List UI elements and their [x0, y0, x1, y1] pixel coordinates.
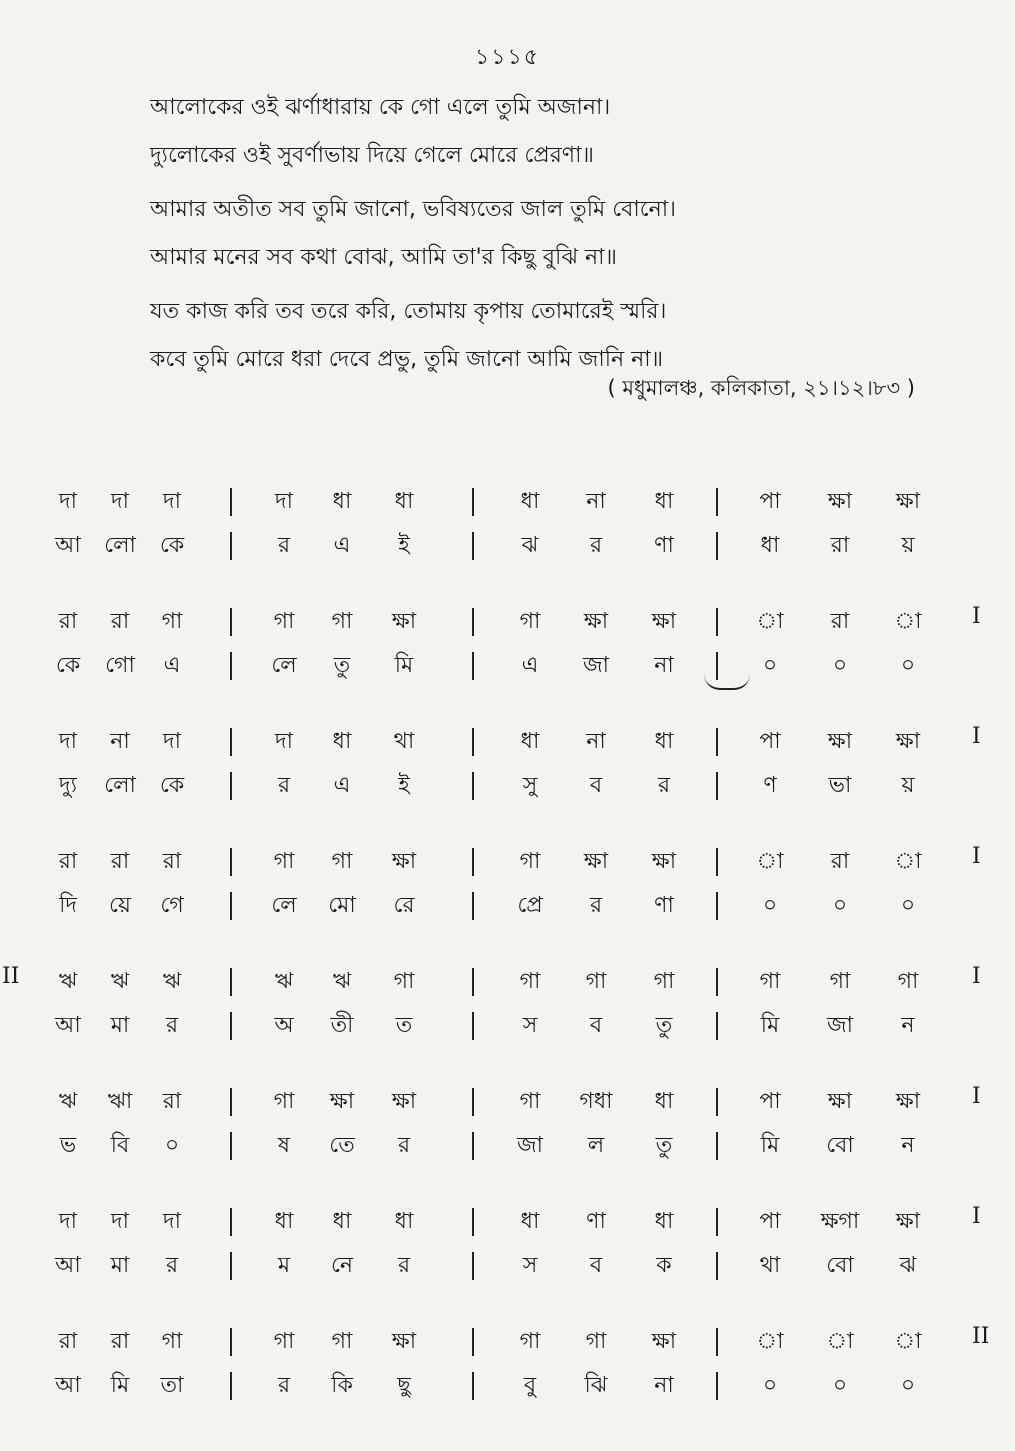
syllable: লো — [104, 773, 136, 798]
notation-block — [0, 1200, 1015, 1320]
bar-line — [716, 968, 718, 996]
bar-line — [472, 1132, 474, 1160]
swar-note: ক্ষা — [583, 849, 609, 874]
swar-note: গা — [331, 1329, 353, 1354]
syllable: র — [397, 1253, 411, 1278]
swar-note: ধা — [394, 489, 414, 514]
swar-note: ক্ষা — [651, 849, 677, 874]
swar-note: না — [586, 729, 606, 754]
syllable: ০ — [832, 653, 848, 678]
lyric-line: যত কাজ করি তব তরে করি, তোমায় কৃপায় তোমারেই স্মরি। — [150, 299, 667, 324]
syllable: র — [589, 533, 603, 558]
swar-note: গা — [273, 609, 295, 634]
bar-line — [716, 1208, 718, 1236]
syllable: রা — [830, 533, 850, 558]
syllable: য়ে — [109, 893, 131, 918]
section-mark-left: II — [2, 964, 20, 989]
bar-line — [472, 728, 474, 756]
lyric-line: আমার অতীত সব তুমি জানো, ভবিষ্যতের জাল তুমি বোনো। — [150, 197, 676, 222]
syllable: র — [277, 773, 291, 798]
syllable: লো — [104, 533, 136, 558]
swar-note: গা — [161, 609, 183, 634]
bar-line — [472, 1252, 474, 1280]
notation-block — [0, 720, 1015, 840]
bar-line — [472, 1372, 474, 1400]
notation-table — [0, 480, 1015, 1440]
section-mark-right: II — [972, 1324, 990, 1349]
syllable: স — [522, 1013, 538, 1038]
syllable: র — [277, 533, 291, 558]
swar-note: দা — [163, 489, 181, 514]
syllable: ঝ — [521, 533, 539, 558]
bar-line — [230, 488, 232, 516]
bar-line — [716, 1012, 718, 1040]
swar-note: রা — [162, 849, 182, 874]
syllable: ০ — [900, 1373, 916, 1398]
lyrics-block — [150, 84, 930, 384]
swar-note: ধা — [654, 1089, 674, 1114]
swar-note: গা — [331, 849, 353, 874]
syllable: না — [654, 653, 674, 678]
bar-line — [230, 892, 232, 920]
syllable: ০ — [762, 1373, 778, 1398]
syllable-row — [0, 1364, 1015, 1408]
syllable: বি — [110, 1133, 130, 1158]
syllable: তা — [160, 1373, 184, 1398]
swar-note: ক্ষা — [895, 1089, 921, 1114]
syllable: এ — [333, 773, 351, 798]
swar-note: ধা — [332, 489, 352, 514]
bar-line — [472, 488, 474, 516]
swar-note: গা — [161, 1329, 183, 1354]
swar-note: ক্ষা — [651, 609, 677, 634]
swar-row — [0, 1080, 1015, 1124]
syllable: বো — [826, 1253, 854, 1278]
swar-note: পা — [759, 1089, 781, 1114]
syllable: ষ — [277, 1133, 291, 1158]
syllable: দ্যু — [59, 773, 77, 798]
syllable: তু — [333, 653, 351, 678]
syllable: কে — [55, 653, 81, 678]
syllable: রে — [393, 893, 415, 918]
bar-line — [230, 652, 232, 680]
syllable: র — [657, 773, 671, 798]
section-mark-right: I — [972, 844, 981, 869]
swar-note: গা — [519, 849, 541, 874]
bar-line — [716, 1088, 718, 1116]
swar-note: দা — [275, 489, 293, 514]
syllable: তু — [655, 1013, 673, 1038]
bar-line — [716, 532, 718, 560]
syllable: জা — [826, 1013, 854, 1038]
syllable: ০ — [900, 893, 916, 918]
swar-note: ঋ — [162, 969, 182, 994]
syllable-row — [0, 524, 1015, 568]
bar-line — [472, 532, 474, 560]
syllable: তী — [330, 1013, 354, 1038]
syllable: মো — [328, 893, 356, 918]
bar-line — [230, 1328, 232, 1356]
syllable: এ — [333, 533, 351, 558]
swar-note: ধা — [654, 729, 674, 754]
lyric-line: দ্যুলোকের ওই সুবর্ণাভায় দিয়ে গেলে মোরে প্রেরণা॥ — [150, 143, 594, 168]
swar-note: ধা — [332, 729, 352, 754]
syllable: আ — [55, 533, 81, 558]
syllable: এ — [521, 653, 539, 678]
swar-note: ঋ — [274, 969, 294, 994]
swar-note: া — [894, 849, 922, 874]
syllable: ণা — [654, 533, 674, 558]
swar-note: না — [586, 489, 606, 514]
syllable: আ — [55, 1013, 81, 1038]
syllable: ০ — [832, 1373, 848, 1398]
syllable: মা — [110, 1013, 130, 1038]
syllable: দি — [59, 893, 77, 918]
syllable: র — [589, 893, 603, 918]
notation-block — [0, 1080, 1015, 1200]
swar-note: গা — [273, 849, 295, 874]
swar-note: া — [894, 1329, 922, 1354]
syllable: ধা — [760, 533, 780, 558]
bar-line — [472, 652, 474, 680]
bar-line — [472, 772, 474, 800]
syllable: ঝি — [584, 1373, 608, 1398]
swar-note: রা — [830, 609, 850, 634]
syllable: ০ — [900, 653, 916, 678]
swar-row — [0, 600, 1015, 644]
swar-note: ক্ষা — [391, 1329, 417, 1354]
swar-note: ধা — [654, 489, 674, 514]
swar-row — [0, 960, 1015, 1004]
bar-line — [472, 1208, 474, 1236]
swar-note: গা — [273, 1329, 295, 1354]
syllable: লে — [271, 653, 297, 678]
notation-block — [0, 600, 1015, 720]
syllable: ল — [587, 1133, 605, 1158]
syllable: ই — [398, 533, 410, 558]
syllable: তে — [329, 1133, 355, 1158]
syllable: মি — [760, 1133, 780, 1158]
swar-note: গা — [393, 969, 415, 994]
syllable: য় — [901, 533, 915, 558]
syllable: কি — [331, 1373, 353, 1398]
swar-note: গা — [519, 969, 541, 994]
bar-line — [716, 1132, 718, 1160]
bar-line — [230, 608, 232, 636]
syllable: র — [397, 1133, 411, 1158]
syllable: র — [165, 1013, 179, 1038]
swar-note: ঋ — [58, 1089, 78, 1114]
bar-line — [472, 608, 474, 636]
syllable: ন — [901, 1013, 915, 1038]
swar-note: গা — [331, 609, 353, 634]
syllable: ঝ — [899, 1253, 917, 1278]
swar-note: ক্ষা — [827, 1089, 853, 1114]
syllable: ন — [901, 1133, 915, 1158]
syllable: ই — [398, 773, 410, 798]
bar-line — [716, 1372, 718, 1400]
swar-note: থা — [393, 729, 415, 754]
swar-note: দা — [59, 729, 77, 754]
syllable-row — [0, 1004, 1015, 1048]
swar-note: ক্ষা — [895, 1209, 921, 1234]
swar-note: ধা — [520, 729, 540, 754]
syllable: না — [654, 1373, 674, 1398]
syllable: ০ — [832, 893, 848, 918]
swar-note: পা — [759, 1209, 781, 1234]
source-citation: ( মধুমালঞ্চ, কলিকাতা, ২১।১২।৮৩ ) — [607, 376, 915, 400]
syllable: ০ — [762, 653, 778, 678]
bar-line — [230, 1012, 232, 1040]
section-mark-right: I — [972, 1084, 981, 1109]
swar-note: দা — [59, 489, 77, 514]
syllable: গো — [105, 653, 135, 678]
swar-note: পা — [759, 489, 781, 514]
swar-row — [0, 1320, 1015, 1364]
swar-note: া — [756, 609, 784, 634]
swar-note: ধা — [394, 1209, 414, 1234]
lyric-line: আমার মনের সব কথা বোঝ, আমি তা'র কিছু বুঝি না॥ — [150, 245, 617, 270]
bar-line — [716, 608, 718, 636]
bar-line — [230, 1372, 232, 1400]
syllable: ছু — [397, 1373, 411, 1398]
bar-line — [230, 532, 232, 560]
syllable: আ — [55, 1253, 81, 1278]
bar-line — [230, 772, 232, 800]
syllable: ০ — [164, 1133, 180, 1158]
syllable: ব — [589, 773, 603, 798]
swar-note: গা — [519, 1329, 541, 1354]
bar-line — [230, 968, 232, 996]
swar-note: দা — [163, 1209, 181, 1234]
swar-note: দা — [59, 1209, 77, 1234]
syllable-row — [0, 1244, 1015, 1288]
syllable-row — [0, 764, 1015, 808]
swar-note: রা — [162, 1089, 182, 1114]
syllable: ০ — [762, 893, 778, 918]
syllable: ণ — [763, 773, 777, 798]
swar-note: ঋ — [58, 969, 78, 994]
section-mark-right: I — [972, 724, 981, 749]
bar-line — [472, 968, 474, 996]
syllable: জা — [516, 1133, 544, 1158]
syllable: সু — [522, 773, 538, 798]
syllable: গে — [160, 893, 184, 918]
swar-note: া — [894, 609, 922, 634]
page-number: ১১১৫ — [474, 45, 541, 70]
bar-line — [472, 1328, 474, 1356]
bar-line — [230, 848, 232, 876]
bar-line — [230, 728, 232, 756]
bar-line — [230, 1252, 232, 1280]
syllable: এ — [163, 653, 181, 678]
swar-note: রা — [58, 1329, 78, 1354]
swar-note: ক্ষা — [391, 1089, 417, 1114]
syllable: লে — [271, 893, 297, 918]
swar-note: ঋ — [110, 969, 130, 994]
swar-note: া — [826, 1329, 854, 1354]
syllable: মা — [110, 1253, 130, 1278]
swar-note: গা — [585, 1329, 607, 1354]
bar-line — [230, 1208, 232, 1236]
swar-note: ণা — [586, 1209, 606, 1234]
swar-row — [0, 1200, 1015, 1244]
bar-line — [716, 848, 718, 876]
section-mark-right: I — [972, 604, 981, 629]
bar-line — [472, 848, 474, 876]
syllable: ব — [589, 1253, 603, 1278]
swar-row — [0, 840, 1015, 884]
bar-line — [716, 772, 718, 800]
lyric-line: কবে তুমি মোরে ধরা দেবে প্রভু, তুমি জানো আমি জানি না॥ — [150, 347, 664, 372]
swar-note: ক্ষা — [583, 609, 609, 634]
swar-note: ক্ষা — [651, 1329, 677, 1354]
syllable: মি — [110, 1373, 130, 1398]
syllable: র — [277, 1373, 291, 1398]
swar-note: গধা — [579, 1089, 613, 1114]
section-mark-right: I — [972, 964, 981, 989]
swar-note: ঋ — [332, 969, 352, 994]
swar-note: ধা — [520, 489, 540, 514]
syllable: স — [522, 1253, 538, 1278]
syllable: ভা — [828, 773, 852, 798]
swar-note: ক্ষা — [329, 1089, 355, 1114]
swar-note: দা — [163, 729, 181, 754]
swar-note: রা — [58, 609, 78, 634]
swar-note: ক্ষা — [895, 489, 921, 514]
bar-line — [716, 488, 718, 516]
swar-note: ধা — [274, 1209, 294, 1234]
swar-note: ক্ষা — [391, 849, 417, 874]
notation-block — [0, 480, 1015, 600]
notation-block — [0, 840, 1015, 960]
swar-note: ক্ষগা — [820, 1209, 860, 1234]
bar-line — [472, 1012, 474, 1040]
syllable-row — [0, 644, 1015, 688]
bar-line — [716, 892, 718, 920]
syllable: মি — [394, 653, 414, 678]
bar-line — [472, 892, 474, 920]
bar-line — [716, 1252, 718, 1280]
swar-note: গা — [273, 1089, 295, 1114]
swar-note: া — [756, 1329, 784, 1354]
swar-note: ক্ষা — [391, 609, 417, 634]
swar-note: গা — [519, 1089, 541, 1114]
syllable-row — [0, 884, 1015, 928]
swar-note: ক্ষা — [827, 729, 853, 754]
swar-note: রা — [110, 1329, 130, 1354]
syllable: ণা — [654, 893, 674, 918]
swar-note: গা — [829, 969, 851, 994]
bar-line — [230, 1088, 232, 1116]
syllable: ত — [395, 1013, 413, 1038]
swar-note: গা — [759, 969, 781, 994]
syllable: জা — [582, 653, 610, 678]
syllable: বো — [826, 1133, 854, 1158]
swar-note: া — [756, 849, 784, 874]
swar-note: ক্ষা — [827, 489, 853, 514]
lyric-line: আলোকের ওই ঝর্ণাধারায় কে গো এলে তুমি অজানা। — [150, 95, 611, 120]
swar-note: ধা — [520, 1209, 540, 1234]
swar-note: ঋা — [107, 1089, 133, 1114]
notation-block — [0, 1320, 1015, 1440]
syllable: ভ — [59, 1133, 77, 1158]
syllable: ক — [656, 1253, 672, 1278]
bar-line — [230, 1132, 232, 1160]
swar-note: গা — [897, 969, 919, 994]
syllable: নে — [330, 1253, 354, 1278]
swar-row — [0, 480, 1015, 524]
swar-note: দা — [111, 489, 129, 514]
swar-note: রা — [58, 849, 78, 874]
swar-note: ধা — [654, 1209, 674, 1234]
section-mark-right: I — [972, 1204, 981, 1229]
syllable: বু — [523, 1373, 537, 1398]
swar-note: রা — [110, 609, 130, 634]
swar-note: গা — [653, 969, 675, 994]
syllable: প্রে — [517, 893, 543, 918]
syllable: থা — [759, 1253, 781, 1278]
swar-row — [0, 720, 1015, 764]
swar-note: পা — [759, 729, 781, 754]
swar-note: গা — [585, 969, 607, 994]
swar-note: রা — [110, 849, 130, 874]
syllable: কে — [159, 773, 185, 798]
bar-line — [716, 728, 718, 756]
swar-note: ক্ষা — [895, 729, 921, 754]
swar-note: গা — [519, 609, 541, 634]
bar-line — [716, 1328, 718, 1356]
syllable: য় — [901, 773, 915, 798]
swar-note: ধা — [332, 1209, 352, 1234]
syllable: ম — [277, 1253, 291, 1278]
slur-mark — [704, 674, 750, 690]
swar-note: দা — [275, 729, 293, 754]
notation-block — [0, 960, 1015, 1080]
syllable: তু — [655, 1133, 673, 1158]
bar-line — [472, 1088, 474, 1116]
syllable-row — [0, 1124, 1015, 1168]
swar-note: দা — [111, 1209, 129, 1234]
swar-note: রা — [830, 849, 850, 874]
syllable: কে — [159, 533, 185, 558]
syllable: আ — [55, 1373, 81, 1398]
syllable: র — [165, 1253, 179, 1278]
swar-note: না — [110, 729, 130, 754]
syllable: মি — [760, 1013, 780, 1038]
syllable: অ — [274, 1013, 294, 1038]
syllable: ব — [589, 1013, 603, 1038]
